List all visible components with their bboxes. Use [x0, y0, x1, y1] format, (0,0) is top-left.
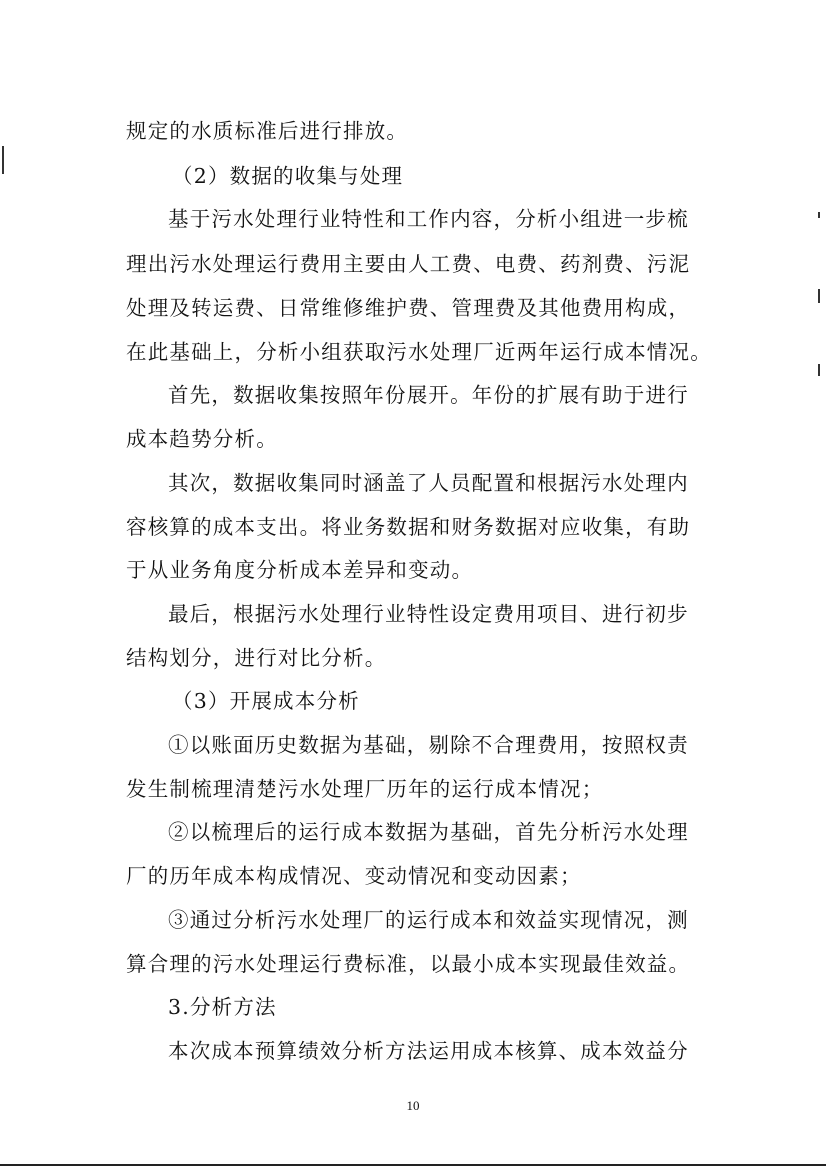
- scan-artifact: [818, 364, 820, 376]
- paragraph-line: 容核算的成本支出。将业务数据和财务数据对应收集，有助: [126, 515, 691, 539]
- list-item-line: ②以梳理后的运行成本数据为基础，首先分析污水处理: [168, 820, 689, 844]
- list-item-line: 算合理的污水处理运行费标准，以最小成本实现最佳效益。: [126, 952, 691, 976]
- section-heading: （3）开展成本分析: [172, 689, 360, 713]
- page-number: 10: [406, 1098, 420, 1113]
- section-heading: （2）数据的收集与处理: [172, 164, 404, 188]
- paragraph-line: 规定的水质标准后进行排放。: [126, 119, 409, 143]
- section-heading: 3.分析方法: [168, 995, 277, 1019]
- scan-artifact: [2, 146, 4, 174]
- scan-artifact: [818, 289, 820, 303]
- paragraph-line: 成本趋势分析。: [126, 427, 278, 451]
- page-bottom-rule: [0, 1164, 826, 1166]
- paragraph-line: 其次，数据收集同时涵盖了人员配置和根据污水处理内: [168, 471, 689, 495]
- list-item-line: 发生制梳理清楚污水处理厂历年的运行成本情况；: [126, 777, 604, 801]
- list-item-line: ③通过分析污水处理厂的运行成本和效益实现情况，测: [168, 908, 689, 932]
- paragraph-line: 首先，数据收集按照年份展开。年份的扩展有助于进行: [168, 383, 689, 407]
- paragraph-line: 基于污水处理行业特性和工作内容，分析小组进一步梳: [168, 207, 689, 231]
- paragraph-line: 结构划分，进行对比分析。: [126, 646, 387, 670]
- paragraph-line: 在此基础上，分析小组获取污水处理厂近两年运行成本情况。: [126, 340, 712, 364]
- paragraph-line: 本次成本预算绩效分析方法运用成本核算、成本效益分: [168, 1039, 689, 1063]
- paragraph-line: 理出污水处理运行费用主要由人工费、电费、药剂费、污泥: [126, 252, 691, 276]
- scan-artifact: [818, 212, 820, 218]
- list-item-line: 厂的历年成本构成情况、变动情况和变动因素；: [126, 864, 582, 888]
- list-item-line: ①以账面历史数据为基础，剔除不合理费用，按照权责: [168, 733, 689, 757]
- paragraph-line: 最后，根据污水处理行业特性设定费用项目、进行初步: [168, 602, 689, 626]
- paragraph-line: 于从业务角度分析成本差异和变动。: [126, 558, 474, 582]
- paragraph-line: 处理及转运费、日常维修维护费、管理费及其他费用构成，: [126, 296, 691, 320]
